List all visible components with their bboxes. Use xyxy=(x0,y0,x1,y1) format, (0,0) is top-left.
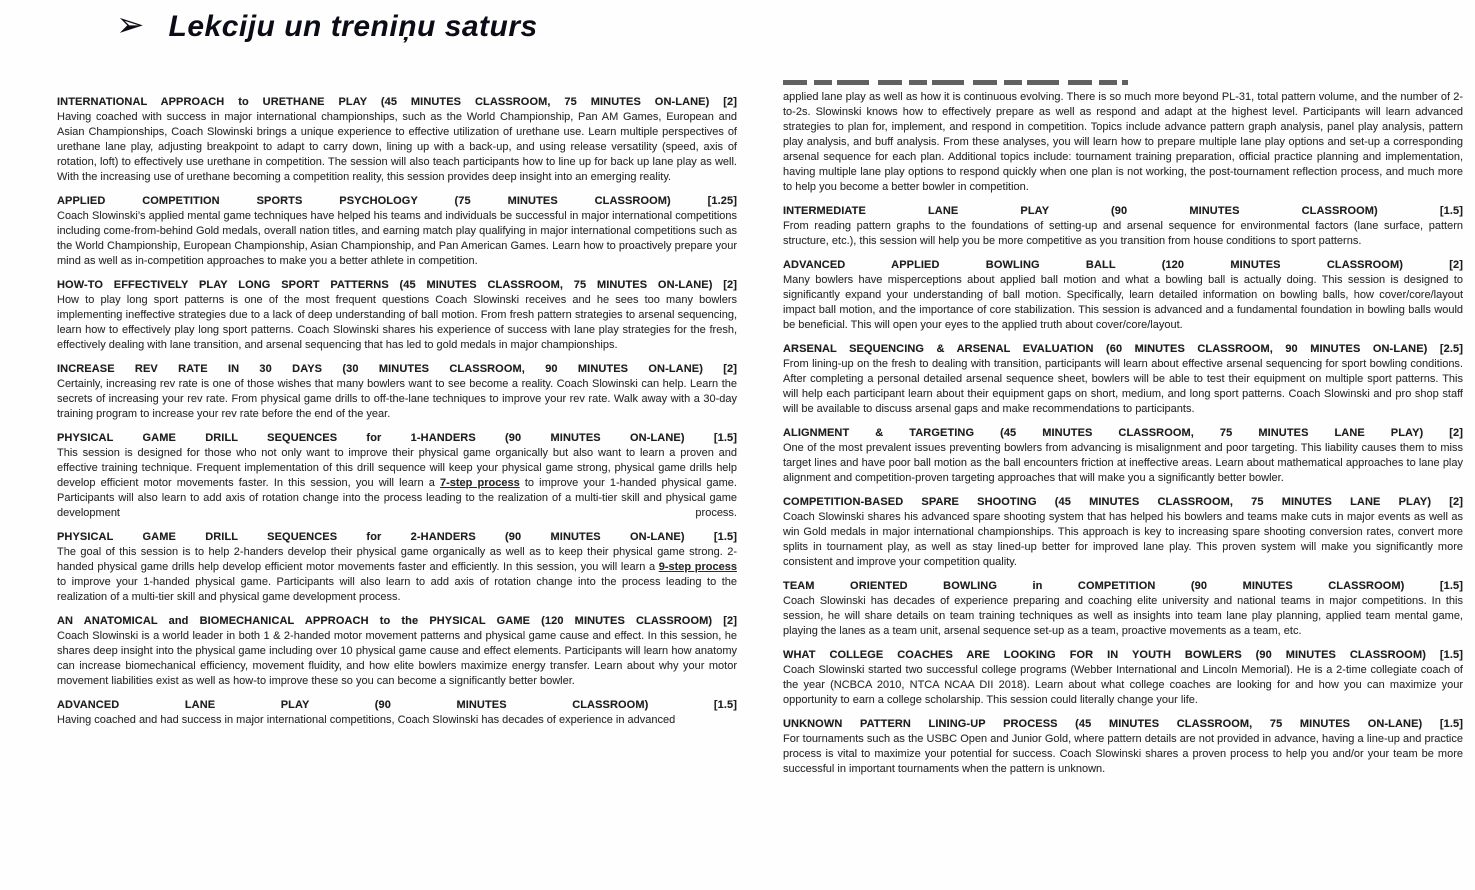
body-text: Having coached and had success in major international competitions, Coach Slowinski has decades of experience in advanced xyxy=(57,714,676,726)
arrow-bullet-icon: ➢ xyxy=(116,6,145,44)
session-heading: AN ANATOMICAL and BIOMECHANICAL APPROACH to the PHYSICAL GAME (120 MINUTES CLASSROOM) [2] xyxy=(57,615,737,627)
session-heading: COMPETITION-BASED SPARE SHOOTING (45 MINUTES CLASSROOM, 75 MINUTES LANE PLAY) [2] xyxy=(783,496,1463,508)
session-body xyxy=(57,629,737,689)
session-body xyxy=(783,594,1463,639)
body-text: How to play long sport patterns is one of the most frequent questions Coach Slowinski receives and he sees too many bowlers implementing ineffective strategies due to a lack of deep understanding of ball motion. From fresh pattern strategies to arsenal sequencing, learn how to effectively play long sport patterns. Coach Slowinski shares his experience of success with lane play strategies for the fresh, effectively dealing with lane transition, and arsenal sequencing that has led to gold medals in major championships. xyxy=(57,294,737,351)
session-body xyxy=(783,357,1463,417)
session-section xyxy=(57,431,737,521)
session-section xyxy=(783,90,1463,195)
session-body xyxy=(57,110,737,185)
session-section xyxy=(783,426,1463,486)
body-text: One of the most prevalent issues preventing bowlers from advancing is misalignment and poor targeting. This liability causes them to miss target lines and have poor ball motion as the ball encounters friction at ineffective areas. Learn about mathematical approaches to lane play alignment and competition-proven targeting approaches that will make you a significantly better bowler. xyxy=(783,442,1463,484)
session-body xyxy=(57,293,737,353)
two-column-text-layout xyxy=(57,91,1463,786)
body-text: From lining-up on the fresh to dealing with transition, participants will learn about effective arsenal sequencing for sport bowling conditions. After completing a personal detailed arsenal sequence sheet, bowlers will be able to test their equipment on multiple sport patterns. This will help each participant learn about their equipment gaps on short, medium, and long sport patterns. Coach Slowinski and pro shop staff will be available to discuss arsenal gaps and make recommendations to participants. xyxy=(783,358,1463,415)
session-section xyxy=(783,495,1463,570)
session-section xyxy=(57,194,737,269)
session-section xyxy=(57,95,737,185)
session-section xyxy=(57,278,737,353)
body-text: Many bowlers have misperceptions about applied ball motion and what a bowling ball is actually doing. This session is designed to significantly expand your understanding of ball motion. Specifically, learn detailed information on bowling balls, how cover/core/layout impact ball motion, and the importance of core stabilization. This session is advanced and a fundamental foundation in bowling balls would be beneficial. This will open your eyes to the applied truth about cover/core/layout. xyxy=(783,274,1463,331)
session-heading: ADVANCED LANE PLAY (90 MINUTES CLASSROOM) [1.5] xyxy=(57,699,737,711)
left-text-column xyxy=(57,95,737,786)
session-heading: PHYSICAL GAME DRILL SEQUENCES for 2-HANDERS (90 MINUTES ON-LANE) [1.5] xyxy=(57,531,737,543)
body-text: Coach Slowinski’s applied mental game techniques have helped his teams and individuals be successful in major international competitions including come-from-behind Gold medals, overall nation titles, and earning match play qualifying in major international competitions such as the World Championship, European Championship, Asian Championship, and Pan American Games. Learn how to proactively prepare your mind as well as in-competition approaches to make you a better athlete in competition. xyxy=(57,210,737,267)
clipped-text-line xyxy=(783,80,1128,85)
session-heading: INTERNATIONAL APPROACH to URETHANE PLAY (45 MINUTES CLASSROOM, 75 MINUTES ON-LANE) [2] xyxy=(57,96,737,108)
session-body xyxy=(57,377,737,422)
session-section xyxy=(783,258,1463,333)
session-section xyxy=(783,648,1463,708)
body-text: to improve your 1-handed physical game. Participants will also learn to add axis of rotation change into the process leading to the realization of a multi-tier skill and physical game development process. xyxy=(57,576,737,603)
page-title: Lekciju un treniņu saturs xyxy=(168,10,538,43)
session-heading: PHYSICAL GAME DRILL SEQUENCES for 1-HANDERS (90 MINUTES ON-LANE) [1.5] xyxy=(57,432,737,444)
session-heading: ALIGNMENT & TARGETING (45 MINUTES CLASSROOM, 75 MINUTES LANE PLAY) [2] xyxy=(783,427,1463,439)
session-section xyxy=(57,530,737,605)
body-text: Coach Slowinski started two successful college programs (Webber International and Lincoln Memorial). He is a 2-time collegiate coach of the year (NCBCA 2010, NTCA NCAA DII 2018). Learn about what college coaches are looking for and how you can maximize your opportunity to earn a college scholarship. This session could literally change your life. xyxy=(783,664,1463,706)
body-text: Having coached with success in major international championships, such as the World Championship, Pan AM Games, European and Asian Championships, Coach Slowinski brings a unique experience to effective utilization of urethane use. Learn multiple perspectives of urethane lane play, adjusting breakpoint to adapt to carry down, lining up with a back-up, and using release versatility (speed, axis of rotation, loft) to effectively use urethane in competition. The session will also teach participants how to line up for back up lane play as well. With the increasing use of urethane becoming a competition reality, this session provides deep insight into an emerging reality. xyxy=(57,111,737,183)
session-body xyxy=(783,273,1463,333)
session-heading: UNKNOWN PATTERN LINING-UP PROCESS (45 MINUTES CLASSROOM, 75 MINUTES ON-LANE) [1.5] xyxy=(783,718,1463,730)
session-body xyxy=(783,441,1463,486)
session-heading: HOW-TO EFFECTIVELY PLAY LONG SPORT PATTERNS (45 MINUTES CLASSROOM, 75 MINUTES ON-LANE) [2] xyxy=(57,279,737,291)
session-body xyxy=(57,713,737,728)
session-heading: ADVANCED APPLIED BOWLING BALL (120 MINUTES CLASSROOM) [2] xyxy=(783,259,1463,271)
session-section xyxy=(57,362,737,422)
session-body xyxy=(57,446,737,521)
page-title-row xyxy=(116,6,538,44)
session-body xyxy=(783,663,1463,708)
session-body xyxy=(783,90,1463,195)
body-text: Certainly, increasing rev rate is one of those wishes that many bowlers want to see become a reality. Coach Slowinski can help. Learn the secrets of increasing your rev rate. From physical game drills to off-the-lane techniques to improve your rev rate. Walk away with a 30-day training program to increase your rev rate before the end of the year. xyxy=(57,378,737,420)
session-heading: INTERMEDIATE LANE PLAY (90 MINUTES CLASSROOM) [1.5] xyxy=(783,205,1463,217)
session-heading: ARSENAL SEQUENCING & ARSENAL EVALUATION (60 MINUTES CLASSROOM, 90 MINUTES ON-LANE) [2.5] xyxy=(783,343,1463,355)
body-text: applied lane play as well as how it is continuous evolving. There is so much more beyond PL-31, total pattern volume, and the number of 2-to-2s. Slowinski knows how to effectively prepare as well as respond and adapt at the highest level. Participants will learn advanced strategies to plan for, implement, and respond in competition. Topics include advance pattern graph analysis, panel play analysis, pattern play analysis, and buff analysis. From these analyses, you will learn how to prepare multiple lane play options and set-up a corresponding arsenal sequence for each plan. Additional topics include: tournament training preparation, official practice planning and implementation, having multiple lane play options to respond quickly when one plan is not working, the post-tournament reflection process, and much more to help you become a better bowler in competition. xyxy=(783,91,1463,193)
body-text: Coach Slowinski is a world leader in both 1 & 2-handed motor movement patterns and physical game cause and effect. In this session, he shares deep insight into the physical game including over 10 physical game cause and effect elements. Participants will learn how anatomy can increase biomechanical efficiency, movement fluidity, and how elite bowlers maximize energy transfer. Learn about why your motor movement liabilities exist as well as how-to improve these so you can become a significantly better bowler. xyxy=(57,630,737,687)
session-body xyxy=(783,219,1463,249)
session-body xyxy=(783,510,1463,570)
session-section xyxy=(783,717,1463,777)
emphasized-text: 7-step process xyxy=(439,477,520,489)
body-text: to improve your 1-handed physical game. Participants will also learn to add axis of rotation change into the process leading to the realization of a multi-tier skill and physical game development process. xyxy=(57,477,737,519)
emphasized-text: 9-step process xyxy=(658,561,737,573)
session-heading: TEAM ORIENTED BOWLING in COMPETITION (90 MINUTES CLASSROOM) [1.5] xyxy=(783,580,1463,592)
body-text: The goal of this session is to help 2-handers develop their physical game organically as well as to keep their physical game strong. 2-handed physical game drills help develop efficient motor movements faster and efficiently. In this session, you will learn a xyxy=(57,546,737,573)
session-section xyxy=(57,614,737,689)
session-section xyxy=(783,579,1463,639)
session-body xyxy=(57,545,737,605)
right-text-column xyxy=(783,80,1463,786)
body-text: This session is designed for those who not only want to improve their physical game organically but also want to learn a proven and effective training technique. Frequent implementation of this drill sequence will keep your physical game strong, physical game drills help develop efficient motor movements faster. In this session, you will learn a xyxy=(57,447,737,489)
session-body xyxy=(57,209,737,269)
session-heading: WHAT COLLEGE COACHES ARE LOOKING FOR IN YOUTH BOWLERS (90 MINUTES CLASSROOM) [1.5] xyxy=(783,649,1463,661)
body-text: For tournaments such as the USBC Open and Junior Gold, where pattern details are not provided in advance, having a line-up and practice process is vital to maximize your potential for success. Coach Slowinski shares a proven process to help you and/or your team be more successful in important tournaments when the pattern is unknown. xyxy=(783,733,1463,775)
session-section xyxy=(57,698,737,728)
session-heading: INCREASE REV RATE IN 30 DAYS (30 MINUTES CLASSROOM, 90 MINUTES ON-LANE) [2] xyxy=(57,363,737,375)
session-body xyxy=(783,732,1463,777)
session-heading: APPLIED COMPETITION SPORTS PSYCHOLOGY (75 MINUTES CLASSROOM) [1.25] xyxy=(57,195,737,207)
body-text: Coach Slowinski shares his advanced spare shooting system that has helped his bowlers and teams make cuts in major events as well as win Gold medals in major international championships. This approach is key to increasing spare shooting conversion rates, convert more splits in tournament play, as well as stay lined-up better for improved lane play. This proven system will make you significantly more consistent and improve your competition quality. xyxy=(783,511,1463,568)
body-text: From reading pattern graphs to the foundations of setting-up and arsenal sequence for environmental factors (lane surface, pattern structure, etc.), this session will help you be more competitive as you transition from house conditions to sport patterns. xyxy=(783,220,1463,247)
body-text: Coach Slowinski has decades of experience preparing and coaching elite university and national teams in major competitions. In this session, he will share details on team training techniques as well as insights into team lane play planning, applied team mental game, playing the lanes as a team unit, arsenal sequence set-up as a team, proactive movements as a team, etc. xyxy=(783,595,1463,637)
session-section xyxy=(783,342,1463,417)
session-section xyxy=(783,204,1463,249)
